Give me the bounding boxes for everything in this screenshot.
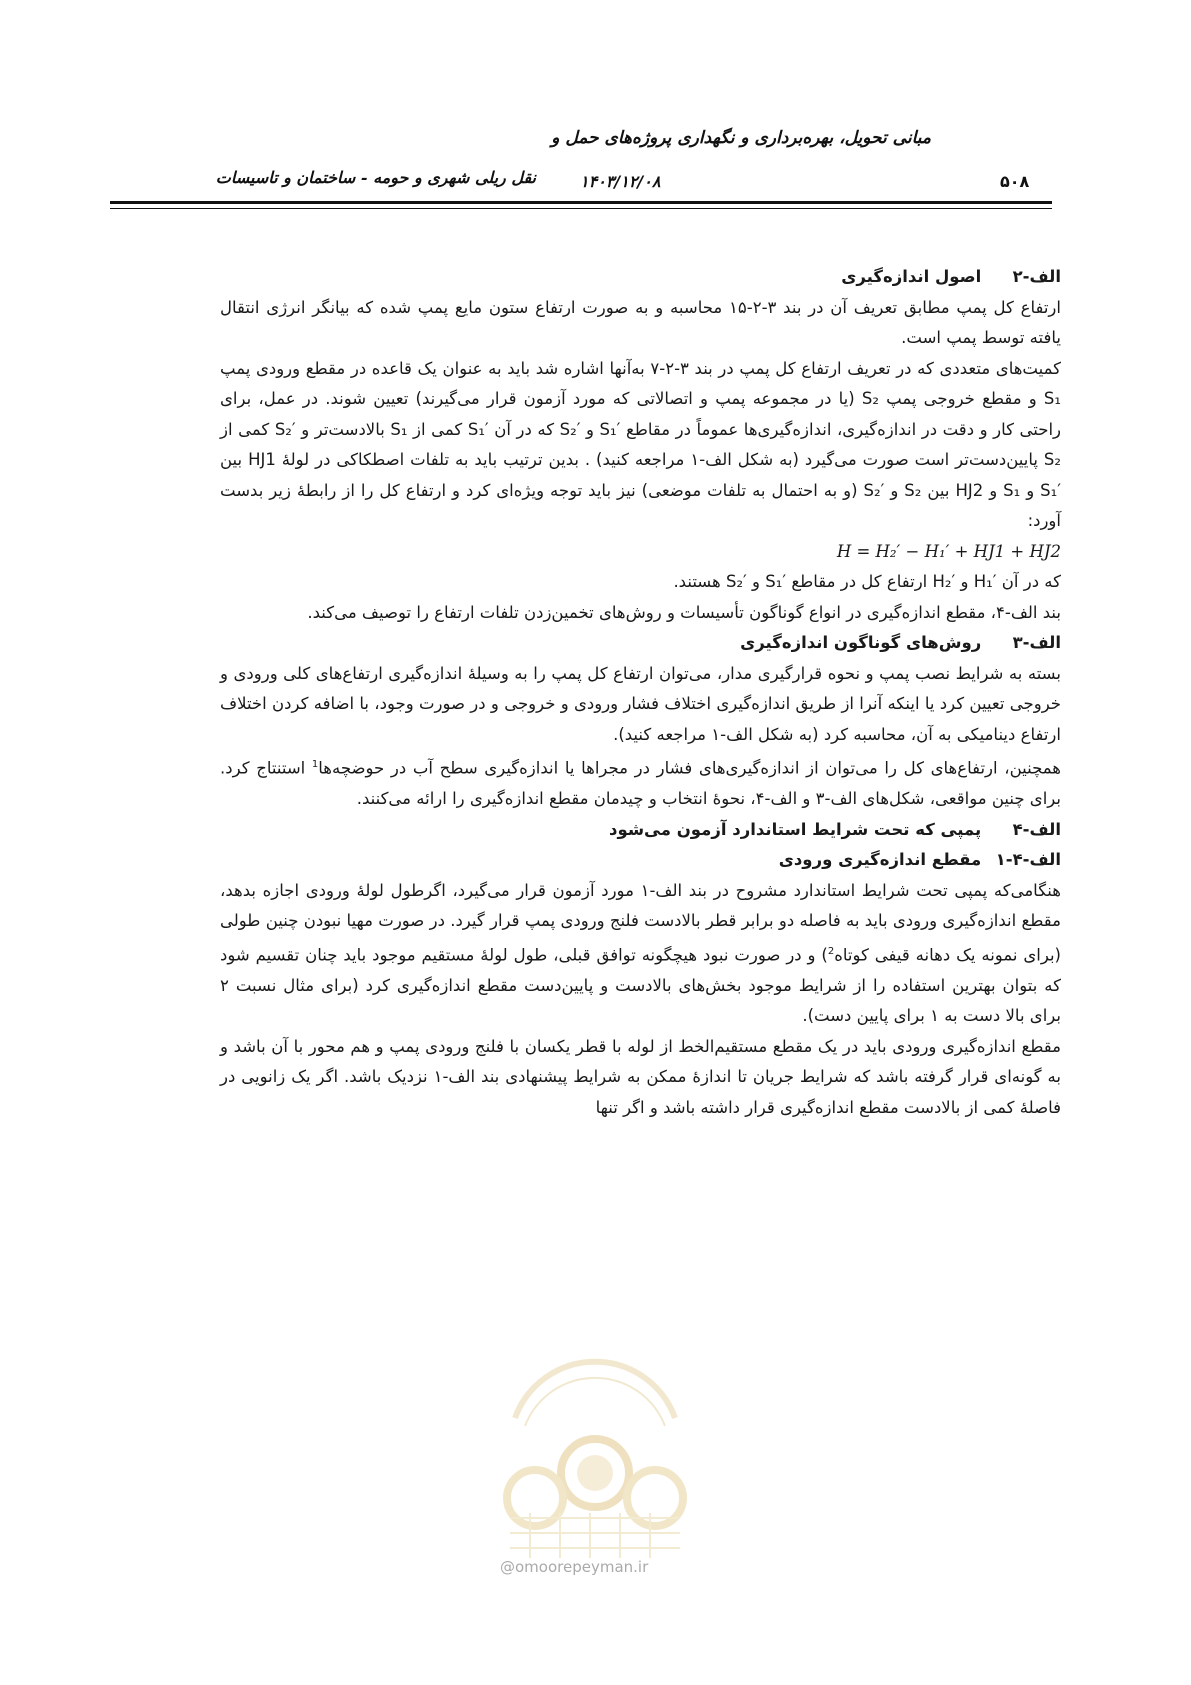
- header-title-line2: نقل ریلی شهری و حومه - ساختمان و تاسیسات: [215, 168, 536, 187]
- paragraph: که در آن H₁′ و H₂′ ارتفاع کل در مقاطع S₁′ و S₂′ هستند.: [673, 572, 1061, 591]
- section-heading: [220, 262, 1061, 293]
- paragraph-text: همچنین، ارتفاع‌های کل را می‌توان از اندازه‌گیری‌های فشار در مجراها یا اندازه‌گیری سطح آب در حوضچه‌ها: [318, 758, 1061, 778]
- section-number: الف-۴-۱: [995, 850, 1061, 869]
- section-number: الف-۳: [1012, 633, 1061, 652]
- paragraph: بسته به شرایط نصب پمپ و نحوه قرارگیری مدار، می‌توان ارتفاع کل پمپ را به وسیلهٔ اندازه‌گیری ارتفاع‌های کلی ورودی و خروجی تعیین کرد یا اینکه آنرا از طریق اندازه‌گیری اختلاف فشار ورودی و خروجی و در صورت وجود، با اضافه کردن اختلاف ارتفاع دینامیکی به آن، محاسبه کرد (به شکل الف-۱ مراجعه کنید).: [220, 663, 1061, 744]
- watermark-site: @omoorepeyman.ir: [500, 1558, 649, 1576]
- paragraph-text: استنتاج کرد. برای چنین مواقعی، شکل‌های الف-۳ و الف-۴، نحوهٔ انتخاب و چیدمان مقطع اندازه‌گیری را ارائه می‌کنند.: [220, 758, 1061, 808]
- header-title-line1: مبانی تحویل، بهره‌برداری و نگهداری پروژه‌های حمل و: [551, 128, 931, 148]
- paragraph: [220, 876, 1061, 1032]
- footnote-marker: 2: [827, 945, 835, 957]
- header-date: ۱۴۰۳/۱۲/۰۸: [580, 172, 661, 191]
- page-number: ۵۰۸: [1000, 172, 1030, 191]
- section-title: پمپی که تحت شرایط استاندارد آزمون می‌شود: [609, 819, 982, 839]
- section-number: الف-۲: [1012, 267, 1061, 286]
- footnote-marker: 1: [311, 759, 319, 770]
- subsection-heading: [220, 845, 1061, 876]
- document-body: [220, 262, 1061, 1123]
- watermark-logo: [485, 1298, 705, 1568]
- paragraph: ارتفاع کل پمپ مطابق تعریف آن در بند ۳-۲-۱۵ محاسبه و به صورت ارتفاع ستون مایع پمپ شده که بیانگر انرژی انتقال یافته توسط پمپ است.: [220, 297, 1061, 347]
- paragraph: [220, 750, 1061, 815]
- section-heading: [220, 815, 1061, 846]
- paragraph: مقطع اندازه‌گیری ورودی باید در یک مقطع مستقیم‌الخط از لوله با قطر یکسان با فلنج ورودی پمپ و هم محور با آن باشد و به گونه‌ای قرار گرفته باشد که شرایط جریان تا اندازهٔ ممکن به شرایط پیشنهادی بند الف-۱ نزدیک باشد. اگر یک زانویی در فاصلهٔ کمی از بالادست مقطع اندازه‌گیری قرار داشته باشد و اگر تنها: [220, 1036, 1061, 1117]
- formula: H = H₂′ − H₁′ + HJ1 + HJ2: [836, 541, 1061, 561]
- section-title: روش‌های گوناگون اندازه‌گیری: [740, 633, 982, 652]
- section-heading: [220, 628, 1061, 659]
- paragraph: بند الف-۴، مقطع اندازه‌گیری در انواع گوناگون تأسیسات و روش‌های تخمین‌زدن تلفات ارتفاع را توصیف می‌کند.: [307, 602, 1061, 622]
- section-number: الف-۴: [1012, 819, 1061, 839]
- header-rule-thick: [110, 201, 1052, 204]
- paragraph-text: هنگامی‌که پمپی تحت شرایط استاندارد مشروح در بند الف-۱ مورد آزمون قرار می‌گیرد، اگرطول لولهٔ ورودی اجازه بدهد، مقطع اندازه‌گیری ورودی باید به فاصله دو برابر قطر بالادست فلنج ورودی پمپ قرار گیرد. در صورت مهیا نبودن چنین طولی (برای نمونه یک دهانه قیفی کوتاه: [220, 880, 1061, 964]
- section-title: اصول اندازه‌گیری: [841, 267, 982, 286]
- section-title: مقطع اندازه‌گیری ورودی: [778, 850, 982, 869]
- paragraph-text: ) و در صورت نبود هیچگونه توافق قبلی، طول لولهٔ مستقیم موجود باید چنان تقسیم شود که بتوان بهترین استفاده را از شرایط موجود بخش‌های بالادست و پایین‌دست مقطع اندازه‌گیری کرد (برای مثال نسبت ۲ برای بالا دست به ۱ برای پایین دست).: [220, 945, 1061, 1025]
- paragraph: کمیت‌های متعددی که در تعریف ارتفاع کل پمپ در بند ۳-۲-۷ به‌آنها اشاره شد باید به عنوان یک قاعده در مقطع ورودی پمپ S₁ و مقطع خروجی پمپ S₂ (یا در مجموعه پمپ و اتصالاتی که مورد آزمون قرار می‌گیرند) تعیین شوند. در عمل، برای راحتی کار و دقت در اندازه‌گیری، اندازه‌گیری‌ها عموماً در مقاطع S₁′ و S₂′ که در آن S₁′ کمی از S₁ بالادست‌تر و S₂′ کمی از S₂ پایین‌دست‌تر است صورت می‌گیرد (به شکل الف-۱ مراجعه کنید) . بدین ترتیب باید به تلفات اصطکاکی در لولهٔ HJ1 بین S₁′ و S₁ و HJ2 بین S₂ و S₂′ (و به احتمال به تلفات موضعی) نیز باید توجه ویژه‌ای کرد و ارتفاع کل را از رابطهٔ زیر بدست آورد:: [220, 358, 1062, 530]
- header-rule-thin: [110, 208, 1052, 209]
